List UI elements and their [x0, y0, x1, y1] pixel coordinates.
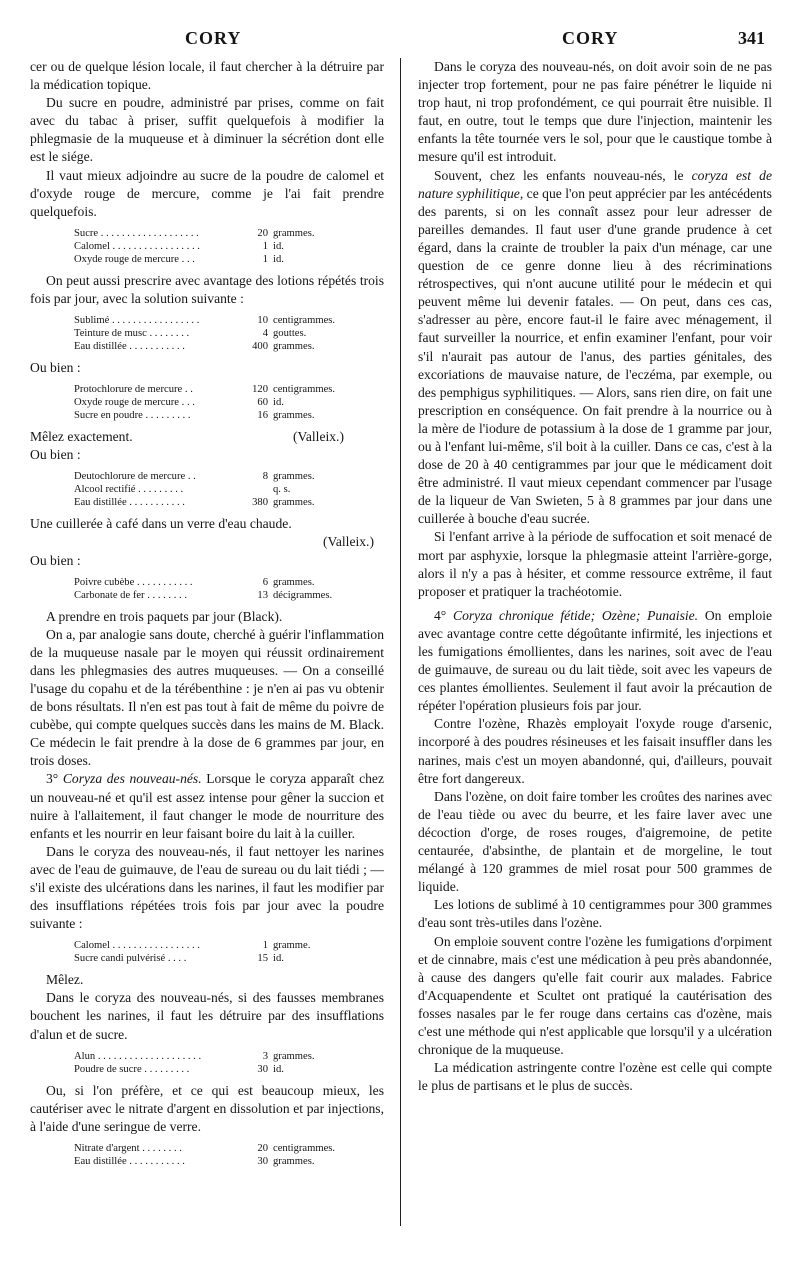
ingredient-name: Calomel . . . . . . . . . . . . . . . . . — [74, 240, 200, 252]
prescription-4 — [74, 470, 314, 509]
prescription-row — [74, 1063, 314, 1076]
ingredient-unit: id. — [273, 397, 284, 409]
ingredient-name: Protochlorure de mercure . . — [74, 384, 193, 396]
melez-line: Mêlez. — [46, 972, 84, 988]
ingredient-name: Alun . . . . . . . . . . . . . . . . . . . . — [74, 1050, 202, 1062]
prescription-row — [74, 470, 314, 483]
ingredient-unit: grammes. — [273, 1050, 315, 1062]
ingredient-name: Sucre en poudre . . . . . . . . . — [74, 410, 191, 422]
ingredient-quantity: 4 — [262, 328, 268, 340]
ingredient-name: Calomel . . . . . . . . . . . . . . . . . — [74, 940, 200, 952]
ingredient-name: Eau distillée . . . . . . . . . . . — [74, 497, 185, 509]
paragraph: Si l'enfant arrive à la période de suffocation et soit menacé de mort par asphyxie, lorsque la phlegmasie atteint l'arrière-gorge, alors il n'y a pas à hésiter, et comme ressource extrême, il faut proposer et pratiquer la trachéotomie. — [418, 529, 772, 599]
ingredient-quantity: 30 — [257, 1063, 268, 1075]
ingredient-name: Carbonate de fer . . . . . . . . — [74, 589, 187, 601]
prescription-row — [74, 589, 332, 602]
ingredient-name: Poudre de sucre . . . . . . . . . — [74, 1063, 190, 1075]
ingredient-name: Deutochlorure de mercure . . — [74, 471, 196, 483]
ingredient-quantity: 30 — [257, 1155, 268, 1167]
paragraph: On emploie souvent contre l'ozène les fumigations d'orpiment et de cinnabre, mais c'est une médication à peu près abandonnée, à cause des dangers qu'elle fait courir aux malades. Fabrice d'Acquapendente et Scultet ont pratiqué la cautérisation des fosses nasales par le fer rouge dans certains cas d'ozène, mais c'est une méthode qui n'est applicable que lorsqu'il y a ulcération chronique de la muqueuse. — [418, 933, 772, 1058]
prescription-row — [74, 1142, 335, 1155]
text-run: , ce que l'on peut apprécier par les antécédents des parents, si on les connaît assez pour leur adresser de pareilles demandes. Il faut user d'une grande prudence à cet égard, dans la crainte de troubler la paix d'un ménage, car une question de ce genre donne lieu à des récriminations rétrospectives, qui n'ont aucune utilité pour le médecin et qui peuvent même lui devenir fatales. — On peut, dans ces cas, s'adresser au père, encore faut-il le faire avec ménagement, il faut surveiller la nourrice, et enfin examiner l'enfant, pour voir s'il n'aurait pas autour de l'anus, des parties génitales, des excoriations de mauvaise nature, de l'eczéma, par exemple, ou des pemphigus syphilitiques. — Alors, sans rien dire, on fait une prescription en conséquence. On fait prendre à la nourrice ou à la mère de l'iodure de potassium à la dose de 1 gramme par jour, ou à l'enfant lui-même, s'il boit à la cuiller. Dans ce cas, c'est à la dose de 20 à 40 centigrammes par jour que le médicament doit être administré. Il vaut mieux cependant commencer par l'usage de la liqueur de Van Swieten, 5 à 8 grammes par jour dans une cuillerée à bouche d'eau sucrée. — [418, 185, 772, 527]
ingredient-name: Sublimé . . . . . . . . . . . . . . . . . — [74, 315, 200, 327]
ingredient-quantity: 1 — [262, 253, 268, 265]
paragraph: Il vaut mieux adjoindre au sucre de la poudre de calomel et d'oxyde rouge de mercure, comme je l'ai fait prendre quelquefois. — [30, 167, 384, 219]
paragraph: Dans le coryza des nouveau-nés, il faut nettoyer les narines avec de l'eau de guimauve, de l'eau de sureau ou du lait tiédi ; — s'il existe des ulcérations dans les narines, il faut les modifier par des insufflations répétées trois fois par jour avec la poudre suivante : — [30, 843, 384, 932]
ingredient-unit: grammes. — [273, 1155, 315, 1167]
ingredient-name: Alcool rectifié . . . . . . . . . — [74, 484, 184, 496]
ingredient-unit: id. — [273, 253, 284, 265]
ingredient-quantity: 13 — [257, 589, 268, 601]
paragraph: La médication astringente contre l'ozène est celle qui compte le plus de partisans et le plus de succès. — [418, 1060, 772, 1094]
paragraph: Les lotions de sublimé à 10 centigrammes pour 300 grammes d'eau sont très-utiles dans l'ozène. — [418, 897, 772, 931]
ingredient-name: Eau distillée . . . . . . . . . . . — [74, 1155, 185, 1167]
text-run: Souvent, chez les enfants nouveau-nés, le — [434, 167, 684, 183]
ingredient-name: Sucre . . . . . . . . . . . . . . . . . . . — [74, 227, 199, 239]
ingredient-name: Teinture de musc . . . . . . . . — [74, 328, 190, 340]
paragraph — [418, 167, 772, 529]
ingredient-quantity: 60 — [257, 397, 268, 409]
ingredient-unit: id. — [273, 953, 284, 965]
prescription-row — [74, 576, 332, 589]
prescription-row — [74, 939, 310, 952]
prescription-7 — [74, 1050, 314, 1076]
ou-bien-label: Ou bien : — [30, 360, 81, 376]
paragraph: Dans le coryza des nouveau-nés, si des fausses membranes bouchent les narines, il faut les détruire par des insufflations d'alun et de sucre. — [30, 990, 384, 1042]
prescription-row — [74, 1050, 314, 1063]
ingredient-unit: id. — [273, 240, 284, 252]
running-head-left: CORY — [185, 28, 242, 48]
ingredient-unit: centigrammes. — [273, 1142, 336, 1154]
prescription-row — [74, 396, 335, 409]
section-title: Coryza des nouveau-nés. — [62, 771, 202, 787]
paragraph: Du sucre en poudre, administré par prises, comme on fait avec du tabac à priser, suffit quelquefois à modifier la phlegmasie de la muqueuse et à diminuer la sécrétion dont elle est le siége. — [30, 95, 384, 165]
ingredient-name: Oxyde rouge de mercure . . . — [74, 397, 195, 409]
ingredient-quantity: 8 — [262, 471, 268, 483]
running-head-right: CORY — [562, 28, 619, 48]
prescription-row — [74, 409, 335, 422]
paragraph: On a, par analogie sans doute, cherché à guérir l'inflammation de la muqueuse nasale par le moyen qui réussit ordinairement dans les phlegmasies des autres muqueuses. — On a conseillé l'usage du copahu et de la térébenthine : je n'en ai pas vu obtenir de bons résultats. Il n'en est pas tout à fait de même du poivre de cubèbe, qui compte quelques succès dans les mains de M. Black. Ce médecin le fait prendre à la dose de 6 grammes par jour, en trois doses. — [30, 626, 384, 769]
column-divider — [400, 58, 401, 1226]
section-3 — [30, 770, 384, 842]
ingredient-name: Oxyde rouge de mercure . . . — [74, 253, 195, 265]
ingredient-quantity: 6 — [262, 576, 268, 588]
ingredient-quantity: 1 — [262, 240, 268, 252]
prescription-row — [74, 383, 335, 396]
ingredient-unit: grammes. — [273, 227, 315, 239]
ingredient-quantity: 400 — [252, 341, 268, 353]
prescription-5 — [74, 576, 332, 602]
paragraph: cer ou de quelque lésion locale, il faut chercher à la détruire par la médication topique. — [30, 59, 384, 93]
prescription-1 — [74, 227, 314, 266]
ingredient-unit: grammes. — [273, 576, 315, 588]
ou-bien-label: Ou bien : — [30, 552, 81, 568]
ingredient-quantity: 15 — [257, 953, 268, 965]
section-4 — [418, 607, 772, 716]
ingredient-unit: centigrammes. — [273, 384, 336, 396]
section-title: Coryza chronique fétide; Ozène; Punaisie. — [453, 607, 699, 623]
ingredient-quantity — [234, 483, 273, 496]
ingredient-unit: gouttes. — [273, 328, 307, 340]
ingredient-unit: décigrammes. — [273, 589, 333, 601]
prescription-row — [74, 496, 314, 509]
ingredient-quantity: 20 — [257, 227, 268, 239]
ingredient-name: Eau distillée . . . . . . . . . . . — [74, 341, 185, 353]
ingredient-unit: grammes. — [273, 471, 315, 483]
ingredient-unit: q. s. — [273, 484, 291, 496]
prescription-row — [74, 952, 310, 965]
page-number: 341 — [738, 28, 765, 48]
ingredient-unit: id. — [273, 1063, 284, 1075]
ingredient-unit: gramme. — [273, 940, 311, 952]
ingredient-unit: grammes. — [273, 497, 315, 509]
author-attribution: (Valleix.) — [323, 534, 374, 550]
paragraph: Ou, si l'on préfère, et ce qui est beaucoup mieux, les cautériser avec le nitrate d'argent en dissolution et par injections, à l'aide d'une seringue de verre. — [30, 1082, 384, 1134]
prescription-row — [74, 253, 314, 266]
ingredient-unit: grammes. — [273, 341, 315, 353]
prescription-3 — [74, 383, 335, 422]
ingredient-name: Sucre candi pulvérisé . . . . — [74, 953, 187, 965]
ingredient-name: Nitrate d'argent . . . . . . . . — [74, 1142, 182, 1154]
prescription-row — [74, 240, 314, 253]
prescription-row — [74, 1155, 335, 1168]
melez-text: Mêlez exactement. — [30, 429, 133, 445]
ingredient-quantity: 120 — [252, 384, 268, 396]
ingredient-quantity: 380 — [252, 497, 268, 509]
ingredient-quantity: 1 — [262, 940, 268, 952]
prescription-row — [74, 227, 314, 240]
paragraph: Une cuillerée à café dans un verre d'eau chaude. — [30, 516, 292, 532]
ingredient-quantity: 10 — [257, 315, 268, 327]
ou-bien-label: Ou bien : — [30, 447, 81, 463]
prescription-row — [74, 340, 335, 353]
prescription-row — [74, 327, 335, 340]
section-number: 3° — [46, 771, 59, 787]
section-text: Lorsque le coryza apparaît chez un nouveau-né et qu'il est assez intense pour gêner la succion et nuire à l'allaitement, il faut changer le mode de nourriture des enfants et les nourrir en leur faisant boire du lait à la cuiller. — [30, 771, 384, 841]
paragraph: Dans l'ozène, on doit faire tomber les croûtes des narines avec de l'eau tiède ou avec du beurre, et les faire laver avec une décoction d'orge, de roses rouges, d'aigremoine, de petite centaurée, d'absinthe, de plantain et de morgeline, le tout mélangé à 120 grammes de miel rosat pour 500 grammes de liquide. — [418, 788, 773, 895]
right-column — [418, 58, 772, 1095]
italic-term: coryza est de nature syphilitique — [418, 167, 772, 201]
prescription-8 — [74, 1142, 335, 1168]
melez-line — [30, 428, 384, 446]
ingredient-quantity: 20 — [257, 1142, 268, 1154]
paragraph: Contre l'ozène, Rhazès employait l'oxyde rouge d'arsenic, incorporé à des poudres résineuses et les faisait insuffler dans les narines, mais c'est un moyen abandonné, qui, d'ailleurs, pouvait être fort dangereux. — [418, 716, 772, 786]
prescription-2 — [74, 314, 335, 353]
ingredient-unit: grammes. — [273, 410, 315, 422]
author-attribution: (Valleix.) — [293, 429, 344, 445]
paragraph: On peut aussi prescrire avec avantage des lotions répétés trois fois par jour, avec la solution suivante : — [30, 272, 384, 306]
paragraph: A prendre en trois paquets par jour (Black). — [46, 608, 283, 624]
section-text: On emploie avec avantage contre cette dégoûtante infirmité, les injections et les fumigations émollientes, dans les narines, soit avec de l'eau de guimauve, de sureau ou du lait tiède, soit avec les vapeurs de ces plantes émollientes. Seulement il faut avoir la précaution de répéter l'opération plusieurs fois par jour. — [418, 607, 773, 714]
prescription-6 — [74, 939, 310, 965]
left-column — [30, 58, 384, 1174]
prescription-row — [74, 483, 314, 496]
paragraph: Dans le coryza des nouveau-nés, on doit avoir soin de ne pas injecter trop fortement, pour ne pas faire pénétrer le liquide ni trop haut, ni trop profondément, ce qui pourrait être nuisible. Il faut, en outre, tout le temps que dure l'injection, maintenir les enfants la tête tournée vers le sol, pour que le caustique tombe à mesure qu'il est introduit. — [418, 59, 772, 165]
section-number: 4° — [434, 607, 447, 623]
ingredient-unit: centigrammes. — [273, 315, 336, 327]
prescription-row — [74, 314, 335, 327]
ingredient-name: Poivre cubèbe . . . . . . . . . . . — [74, 576, 193, 588]
ingredient-quantity: 3 — [262, 1050, 268, 1062]
ingredient-quantity: 16 — [257, 410, 268, 422]
